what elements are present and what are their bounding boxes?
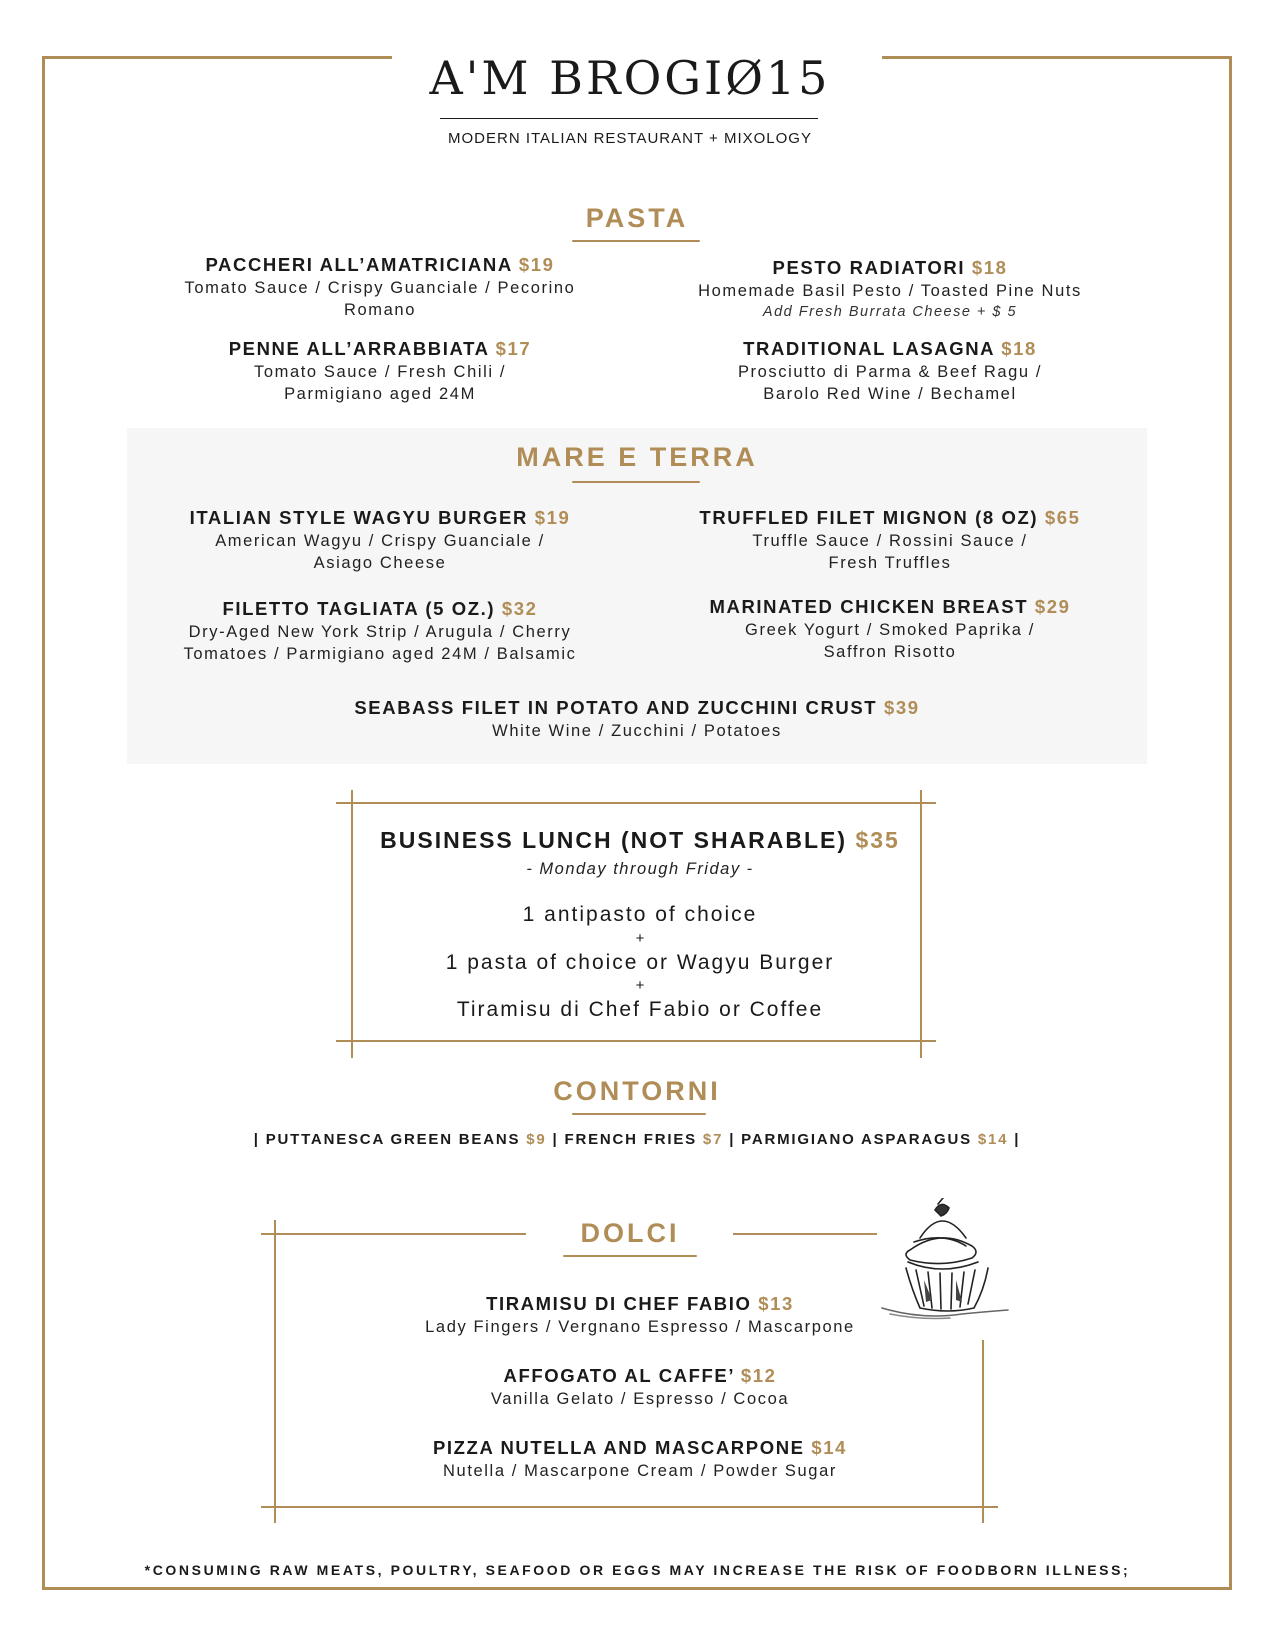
dish-price: $12	[740, 1365, 777, 1386]
menu-item	[640, 595, 1140, 663]
dish-description: Tomatoes / Parmigiano aged 24M / Balsamic	[183, 645, 577, 663]
dish-description: Tomato Sauce / Crispy Guanciale / Pecorino	[184, 279, 576, 297]
side-price: $9	[526, 1131, 547, 1148]
dish-name: PESTO RADIATORI	[772, 257, 966, 278]
business-lunch-days: - Monday through Friday -	[526, 860, 754, 878]
logo-wordmark: A'M BROGIØ15	[429, 51, 831, 105]
side-name: PUTTANESCA GREEN BEANS	[265, 1131, 521, 1148]
menu-item	[640, 337, 1140, 405]
separator: |	[552, 1131, 559, 1148]
business-lunch-name: BUSINESS LUNCH (NOT SHARABLE)	[380, 827, 848, 853]
dish-price: $18	[971, 257, 1008, 278]
dish-price: $13	[758, 1293, 794, 1314]
lunch-course: 1 pasta of choice or Wagyu Burger	[445, 951, 835, 974]
dish-description: Fresh Truffles	[828, 554, 952, 572]
dish-description: White Wine / Zucchini / Potatoes	[492, 722, 782, 740]
dish-price: $32	[501, 598, 538, 619]
dish-description: Lady Fingers / Vergnano Espresso / Mascarpone	[425, 1318, 855, 1336]
dish-description: American Wagyu / Crispy Guanciale /	[215, 532, 545, 550]
menu-item	[640, 506, 1140, 574]
dish-description: Asiago Cheese	[313, 554, 447, 572]
dish-price: $19	[534, 507, 571, 528]
menu-item	[340, 1292, 940, 1338]
side-name: PARMIGIANO ASPARAGUS	[741, 1131, 972, 1148]
side-price: $7	[702, 1131, 724, 1148]
dish-name: TRUFFLED FILET MIGNON (8 OZ)	[699, 507, 1039, 528]
lunch-plus: +	[635, 930, 645, 947]
dish-price: $19	[518, 254, 555, 275]
side-name: FRENCH FRIES	[564, 1131, 697, 1148]
dish-name: FILETTO TAGLIATA (5 OZ.)	[222, 598, 496, 619]
menu-item	[140, 253, 620, 321]
dish-description: Truffle Sauce / Rossini Sauce /	[752, 532, 1028, 550]
dish-name: ITALIAN STYLE WAGYU BURGER	[189, 507, 528, 528]
food-safety-disclaimer: *CONSUMING RAW MEATS, POULTRY, SEAFOOD OR EGGS MAY INCREASE THE RISK OF FOODBORN ILLNESS;	[144, 1562, 1131, 1578]
dish-description: Dry-Aged New York Strip / Arugula / Cherry	[188, 623, 572, 641]
section-underline	[572, 481, 700, 483]
dish-price: $39	[883, 697, 920, 718]
dish-description: Barolo Red Wine / Bechamel	[763, 385, 1017, 403]
separator: |	[729, 1131, 736, 1148]
dish-name: TIRAMISU DI CHEF FABIO	[486, 1293, 752, 1314]
dish-name: PIZZA NUTELLA AND MASCARPONE	[432, 1437, 805, 1458]
dish-description: Nutella / Mascarpone Cream / Powder Sugar	[443, 1462, 837, 1480]
dish-description: Homemade Basil Pesto / Toasted Pine Nuts	[698, 282, 1082, 300]
dish-addon-note: Add Fresh Burrata Cheese + $ 5	[762, 304, 1018, 320]
restaurant-logo	[420, 48, 840, 147]
menu-item	[640, 256, 1140, 322]
dish-description: Greek Yogurt / Smoked Paprika /	[745, 621, 1035, 639]
section-title-dolci: DOLCI	[580, 1218, 680, 1248]
dish-description: Vanilla Gelato / Espresso / Cocoa	[490, 1390, 790, 1408]
section-title-mare-e-terra: MARE E TERRA	[516, 442, 758, 472]
lunch-plus: +	[635, 977, 645, 994]
dish-description: Tomato Sauce / Fresh Chili /	[253, 363, 507, 381]
dish-price: $14	[811, 1437, 848, 1458]
menu-item	[287, 696, 987, 742]
section-underline	[563, 1255, 697, 1257]
logo-tagline: MODERN ITALIAN RESTAURANT + MIXOLOGY	[448, 130, 812, 147]
side-price: $14	[977, 1131, 1009, 1148]
dish-description: Parmigiano aged 24M	[284, 385, 476, 403]
business-lunch-title	[340, 827, 940, 854]
menu-item	[140, 337, 620, 405]
logo-divider	[440, 118, 818, 119]
separator: |	[253, 1131, 260, 1148]
dish-name: AFFOGATO AL CAFFE’	[503, 1365, 735, 1386]
dish-description: Romano	[344, 301, 416, 319]
section-underline	[572, 1113, 706, 1115]
menu-item	[140, 506, 620, 574]
lunch-course: Tiramisu di Chef Fabio or Coffee	[456, 998, 824, 1021]
lunch-course: 1 antipasto of choice	[522, 903, 758, 926]
dish-price: $17	[495, 338, 532, 359]
section-title-contorni: CONTORNI	[553, 1076, 721, 1106]
dish-name: PENNE ALL’ARRABBIATA	[228, 338, 489, 359]
dish-price: $18	[1001, 338, 1037, 359]
dish-name: SEABASS FILET IN POTATO AND ZUCCHINI CRUST	[354, 697, 878, 718]
section-title-pasta: PASTA	[585, 203, 689, 233]
business-lunch-price: $35	[855, 827, 900, 853]
dish-description: Saffron Risotto	[823, 643, 957, 661]
dish-description: Prosciutto di Parma & Beef Ragu /	[737, 363, 1043, 381]
contorni-list	[127, 1131, 1147, 1148]
dish-name: PACCHERI ALL’AMATRICIANA	[205, 254, 513, 275]
dish-price: $65	[1044, 507, 1081, 528]
menu-item	[340, 1364, 940, 1410]
menu-item	[140, 597, 620, 665]
dish-price: $29	[1034, 596, 1071, 617]
menu-item	[340, 1436, 940, 1482]
separator: |	[1014, 1131, 1021, 1148]
section-underline	[572, 240, 700, 242]
dish-name: TRADITIONAL LASAGNA	[743, 338, 995, 359]
dish-name: MARINATED CHICKEN BREAST	[709, 596, 1029, 617]
